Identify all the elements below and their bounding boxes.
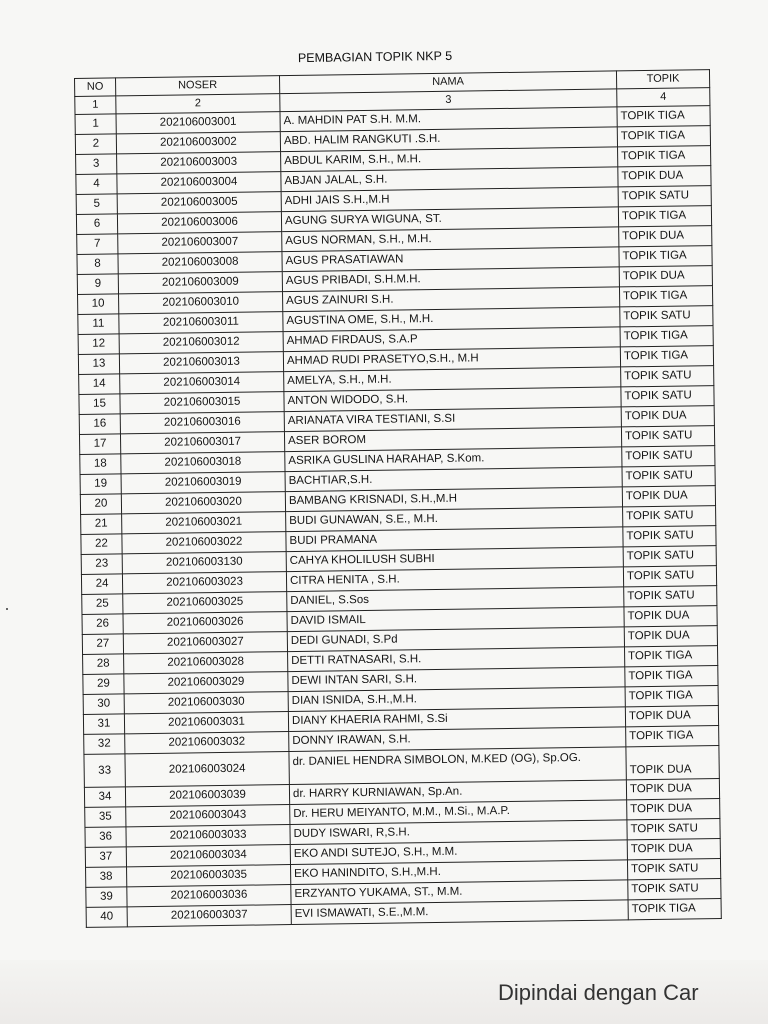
cell-noser: 202106003025 xyxy=(123,592,287,614)
cell-nama: ASER BOROM xyxy=(284,427,621,452)
cell-nama: BACHTIAR,S.H. xyxy=(285,467,622,492)
cell-topik: TOPIK DUA xyxy=(621,406,714,427)
cell-no: 8 xyxy=(77,254,118,275)
cell-no: 7 xyxy=(77,234,118,255)
cell-no: 38 xyxy=(86,867,127,888)
cell-no: 39 xyxy=(86,887,127,908)
cell-nama: BUDI PRAMANA xyxy=(286,527,623,552)
cell-noser: 202106003031 xyxy=(124,712,288,734)
cell-topik: TOPIK DUA xyxy=(618,166,711,187)
cell-nama: AHMAD RUDI PRASETYO,S.H., M.H xyxy=(283,347,620,372)
cell-no: 27 xyxy=(82,634,123,655)
cell-no: 14 xyxy=(79,374,120,395)
cell-nama: DUDY ISWARI, R,S.H. xyxy=(290,820,627,845)
cell-nama: ERZYANTO YUKAMA, ST., M.M. xyxy=(291,880,628,905)
cell-topik: TOPIK SATU xyxy=(621,386,714,407)
cell-nama: AGUSTINA OME, S.H., M.H. xyxy=(283,307,620,332)
cell-topik: TOPIK SATU xyxy=(620,306,713,327)
cell-no: 31 xyxy=(83,714,124,735)
cell-noser: 202106003037 xyxy=(127,905,291,927)
cell-nama: AMELYA, S.H., M.H. xyxy=(284,367,621,392)
scanner-watermark-text: Dipindai dengan Car xyxy=(498,980,699,1005)
cell-noser: 202106003039 xyxy=(125,785,289,807)
header-no: NO xyxy=(75,78,116,97)
header-topik: TOPIK xyxy=(616,70,709,89)
cell-nama: dr. HARRY KURNIAWAN, Sp.An. xyxy=(289,780,626,805)
cell-no: 25 xyxy=(82,594,123,615)
cell-noser: 202106003036 xyxy=(127,885,291,907)
cell-noser: 202106003014 xyxy=(120,372,284,394)
cell-topik: TOPIK TIGA xyxy=(625,686,718,707)
cell-noser: 202106003002 xyxy=(116,132,280,154)
cell-topik: TOPIK TIGA xyxy=(619,286,712,307)
cell-topik: TOPIK SATU xyxy=(621,366,714,387)
cell-noser: 202106003022 xyxy=(122,532,286,554)
cell-topik: TOPIK DUA xyxy=(626,746,719,780)
cell-noser: 202106003032 xyxy=(125,732,289,754)
cell-noser: 202106003009 xyxy=(118,272,282,294)
cell-noser: 202106003130 xyxy=(122,552,286,574)
cell-no: 10 xyxy=(78,294,119,315)
cell-noser: 202106003027 xyxy=(123,632,287,654)
cell-nama: BAMBANG KRISNADI, S.H.,M.H xyxy=(285,487,622,512)
cell-nama: AGUS ZAINURI S.H. xyxy=(283,287,620,312)
cell-topik: TOPIK SATU xyxy=(623,506,716,527)
cell-noser: 202106003023 xyxy=(122,572,286,594)
cell-no: 20 xyxy=(80,494,121,515)
cell-no: 33 xyxy=(84,754,125,788)
cell-topik: TOPIK DUA xyxy=(624,606,717,627)
cell-no: 21 xyxy=(81,514,122,535)
cell-noser: 202106003028 xyxy=(124,652,288,674)
cell-nama: ARIANATA VIRA TESTIANI, S.SI xyxy=(284,407,621,432)
cell-topik: TOPIK TIGA xyxy=(628,899,721,920)
cell-topik: TOPIK SATU xyxy=(623,546,716,567)
cell-nama: AGUNG SURYA WIGUNA, ST. xyxy=(281,207,618,232)
cell-topik: TOPIK SATU xyxy=(622,466,715,487)
cell-no: 5 xyxy=(76,194,117,215)
cell-noser: 202106003030 xyxy=(124,692,288,714)
cell-nama: BUDI GUNAWAN, S.E., M.H. xyxy=(286,507,623,532)
cell-no: 24 xyxy=(81,574,122,595)
cell-topik: TOPIK TIGA xyxy=(617,106,710,127)
column-number-noser: 2 xyxy=(116,94,280,114)
scan-speck xyxy=(6,608,8,610)
cell-noser: 202106003033 xyxy=(126,825,290,847)
cell-nama: CAHYA KHOLILUSH SUBHI xyxy=(286,547,623,572)
cell-topik: TOPIK TIGA xyxy=(619,246,712,267)
cell-no: 4 xyxy=(76,174,117,195)
cell-topik: TOPIK SATU xyxy=(618,186,711,207)
cell-topik: TOPIK DUA xyxy=(619,226,712,247)
cell-topik: TOPIK TIGA xyxy=(624,646,717,667)
cell-nama: EKO ANDI SUTEJO, S.H., M.M. xyxy=(290,840,627,865)
cell-no: 1 xyxy=(75,114,116,135)
cell-nama: A. MAHDIN PAT S.H. M.M. xyxy=(280,107,617,132)
cell-nama: ABJAN JALAL, S.H. xyxy=(281,167,618,192)
cell-no: 18 xyxy=(80,454,121,475)
cell-no: 22 xyxy=(81,534,122,555)
cell-no: 40 xyxy=(86,907,127,928)
cell-noser: 202106003043 xyxy=(126,805,290,827)
cell-noser: 202106003012 xyxy=(119,332,283,354)
cell-no: 37 xyxy=(85,847,126,868)
cell-nama: AGUS PRIBADI, S.H.M.H. xyxy=(282,267,619,292)
cell-topik: TOPIK DUA xyxy=(622,486,715,507)
cell-nama: ABD. HALIM RANGKUTI .S.H. xyxy=(280,127,617,152)
cell-nama: AGUS PRASATIAWAN xyxy=(282,247,619,272)
cell-no: 32 xyxy=(84,734,125,755)
cell-noser: 202106003006 xyxy=(117,212,281,234)
cell-noser: 202106003005 xyxy=(117,192,281,214)
cell-topik: TOPIK DUA xyxy=(625,706,718,727)
cell-noser: 202106003011 xyxy=(119,312,283,334)
cell-topik: TOPIK TIGA xyxy=(626,726,719,747)
cell-noser: 202106003034 xyxy=(126,845,290,867)
cell-no: 26 xyxy=(82,614,123,635)
cell-noser: 202106003017 xyxy=(120,432,284,454)
cell-nama: DIAN ISNIDA, S.H.,M.H. xyxy=(288,687,625,712)
cell-nama: DEDI GUNADI, S.Pd xyxy=(287,627,624,652)
cell-no: 28 xyxy=(83,654,124,675)
header-noser: NOSER xyxy=(116,76,280,96)
cell-topik: TOPIK TIGA xyxy=(618,146,711,167)
cell-nama: DANIEL, S.Sos xyxy=(287,587,624,612)
cell-noser: 202106003035 xyxy=(127,865,291,887)
cell-topik: TOPIK TIGA xyxy=(620,346,713,367)
cell-nama: DIANY KHAERIA RAHMI, S.Si xyxy=(288,707,625,732)
column-number-no: 1 xyxy=(75,96,116,115)
cell-topik: TOPIK DUA xyxy=(627,839,720,860)
cell-noser: 202106003008 xyxy=(118,252,282,274)
cell-topik: TOPIK SATU xyxy=(627,859,720,880)
cell-topik: TOPIK DUA xyxy=(627,799,720,820)
cell-noser: 202106003029 xyxy=(124,672,288,694)
cell-topik: TOPIK SATU xyxy=(622,446,715,467)
cell-nama: Dr. HERU MEIYANTO, M.M., M.Si., M.A.P. xyxy=(290,800,627,825)
cell-noser: 202106003021 xyxy=(122,512,286,534)
cell-noser: 202106003004 xyxy=(117,172,281,194)
cell-topik: TOPIK TIGA xyxy=(620,326,713,347)
cell-no: 13 xyxy=(78,354,119,375)
column-number-topik: 4 xyxy=(617,88,710,107)
column-number-nama: 3 xyxy=(280,89,617,112)
cell-noser: 202106003018 xyxy=(121,452,285,474)
cell-nama: AGUS NORMAN, S.H., M.H. xyxy=(282,227,619,252)
cell-nama: DEWI INTAN SARI, S.H. xyxy=(288,667,625,692)
header-nama: NAMA xyxy=(279,71,616,94)
cell-nama: CITRA HENITA , S.H. xyxy=(286,567,623,592)
cell-no: 36 xyxy=(85,827,126,848)
cell-noser: 202106003026 xyxy=(123,612,287,634)
cell-nama: dr. DANIEL HENDRA SIMBOLON, M.KED (OG), Sp.OG. xyxy=(289,747,626,785)
cell-nama: ANTON WIDODO, S.H. xyxy=(284,387,621,412)
cell-nama: DAVID ISMAIL xyxy=(287,607,624,632)
cell-no: 16 xyxy=(79,414,120,435)
cell-no: 12 xyxy=(78,334,119,355)
cell-no: 9 xyxy=(77,274,118,295)
cell-nama: DONNY IRAWAN, S.H. xyxy=(289,727,626,752)
cell-topik: TOPIK DUA xyxy=(619,266,712,287)
cell-no: 17 xyxy=(79,434,120,455)
cell-topik: TOPIK SATU xyxy=(628,879,721,900)
cell-topik: TOPIK SATU xyxy=(624,586,717,607)
cell-no: 6 xyxy=(76,214,117,235)
cell-noser: 202106003020 xyxy=(121,492,285,514)
cell-topik: TOPIK TIGA xyxy=(618,206,711,227)
cell-no: 2 xyxy=(75,134,116,155)
cell-noser: 202106003015 xyxy=(120,392,284,414)
cell-nama: DETTI RATNASARI, S.H. xyxy=(288,647,625,672)
cell-noser: 202106003013 xyxy=(119,352,283,374)
cell-no: 30 xyxy=(83,694,124,715)
cell-topik: TOPIK DUA xyxy=(626,779,719,800)
cell-noser: 202106003001 xyxy=(116,112,280,134)
cell-no: 19 xyxy=(80,474,121,495)
cell-no: 34 xyxy=(84,787,125,808)
cell-noser: 202106003010 xyxy=(119,292,283,314)
cell-nama: ADHI JAIS S.H.,M.H xyxy=(281,187,618,212)
cell-no: 3 xyxy=(76,154,117,175)
cell-topik: TOPIK DUA xyxy=(624,626,717,647)
cell-nama: ASRIKA GUSLINA HARAHAP, S.Kom. xyxy=(285,447,622,472)
cell-topik: TOPIK SATU xyxy=(623,526,716,547)
cell-noser: 202106003003 xyxy=(117,152,281,174)
cell-no: 11 xyxy=(78,314,119,335)
cell-nama: ABDUL KARIM, S.H., M.H. xyxy=(281,147,618,172)
cell-topik: TOPIK SATU xyxy=(621,426,714,447)
cell-no: 29 xyxy=(83,674,124,695)
cell-nama: EKO HANINDITO, S.H.,M.H. xyxy=(291,860,628,885)
cell-noser: 202106003024 xyxy=(125,752,289,787)
document-title: PEMBAGIAN TOPIK NKP 5 xyxy=(297,48,453,66)
cell-topik: TOPIK TIGA xyxy=(617,126,710,147)
cell-topik: TOPIK TIGA xyxy=(625,666,718,687)
cell-noser: 202106003019 xyxy=(121,472,285,494)
topic-assignment-table xyxy=(74,69,722,928)
cell-noser: 202106003016 xyxy=(120,412,284,434)
cell-no: 15 xyxy=(79,394,120,415)
cell-no: 23 xyxy=(81,554,122,575)
cell-topik: TOPIK SATU xyxy=(627,819,720,840)
cell-topik: TOPIK SATU xyxy=(623,566,716,587)
cell-noser: 202106003007 xyxy=(118,232,282,254)
cell-nama: AHMAD FIRDAUS, S.A.P xyxy=(283,327,620,352)
cell-nama: EVI ISMAWATI, S.E.,M.M. xyxy=(291,900,628,925)
cell-no: 35 xyxy=(85,807,126,828)
